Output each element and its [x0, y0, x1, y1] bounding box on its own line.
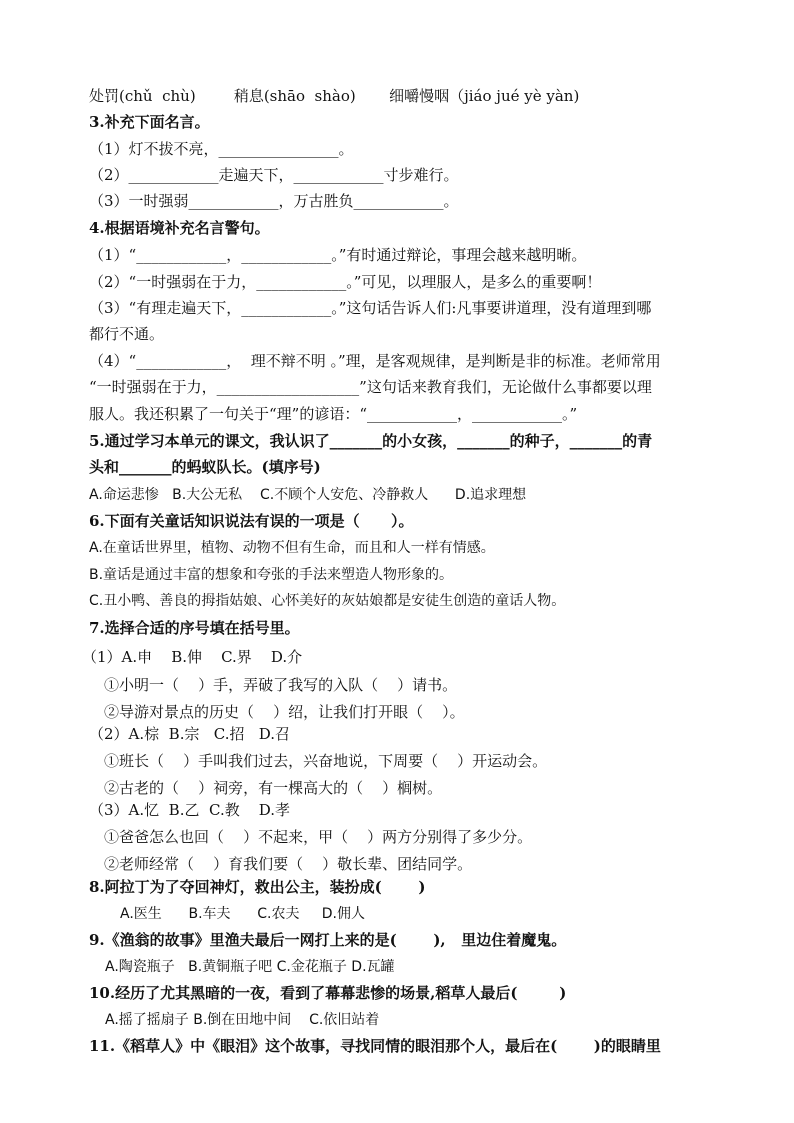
question-7-group-3-item-2: ②老师经常（ ）育我们要（ ）敬长辈、团结同学。	[104, 855, 473, 873]
question-3-item-1: （1）灯不拔不亮，________________。	[89, 140, 354, 158]
question-9-heading: 9.《渔翁的故事》里渔夫最后一网打上来的是( ), 里边住着魔鬼。	[89, 931, 567, 949]
question-4-item-2: （2）“一时强弱在于力，____________。”可见，以理服人，是多么的重要啊！	[89, 273, 602, 291]
question-4-item-3-cont: 都行不通。	[89, 325, 165, 343]
question-6-option-c: C.丑小鸭、善良的拇指姑娘、心怀美好的灰姑娘都是安徒生创造的童话人物。	[89, 593, 566, 609]
question-7-group-2-options: （2）A.棕 B.宗 C.招 D.召	[89, 725, 291, 743]
question-4-item-4: （4）“____________， 理不辩不明 。”理，是客观规律，是判断是非的标准。老师常用	[89, 352, 661, 370]
question-7-group-1-item-2: ②导游对景点的历史（ ）绍，让我们打开眼（ ）。	[104, 703, 465, 721]
question-7-heading: 7.选择合适的序号填在括号里。	[89, 619, 300, 637]
question-3-item-3: （3）一时强弱____________，万古胜负____________。	[89, 192, 459, 210]
pinyin-choice-line: 处罚(chǔ chù) 稍息(shāo shào) 细嚼慢咽（jiáo jué yè yàn)	[89, 87, 580, 105]
question-6-heading: 6.下面有关童话知识说法有误的一项是（ ）。	[89, 512, 414, 530]
question-3-heading: 3.补充下面名言。	[89, 113, 210, 131]
question-7-group-3-options: （3）A.忆 B.乙 C.教 D.孝	[89, 801, 291, 819]
question-7-group-2-item-2: ②古老的（ ）祠旁，有一棵高大的（ ）榈树。	[104, 779, 443, 797]
question-7-group-2-item-1: ①班长（ ）手叫我们过去，兴奋地说，下周要（ ）开运动会。	[104, 752, 548, 770]
question-4-item-3: （3）“有理走遍天下，____________。”这句话告诉人们:凡事要讲道理，没有道理到哪	[89, 299, 652, 317]
question-5-heading-cont: 头和_______的蚂蚁队长。(填序号)	[89, 458, 321, 476]
question-4-heading: 4.根据语境补充名言警句。	[89, 219, 270, 237]
question-8-options: A.医生 B.车夫 C.农夫 D.佣人	[120, 906, 365, 922]
question-7-group-1-options: （1）A.申 B.伸 C.界 D.介	[82, 648, 303, 666]
question-11-heading: 11.《稻草人》中《眼泪》这个故事，寻找同情的眼泪那个人，最后在( )的眼睛里	[89, 1037, 661, 1055]
question-4-item-4-cont-2: 服人。我还积累了一句关于“理”的谚语：“____________，____________。”	[89, 405, 578, 423]
question-10-heading: 10.经历了尤其黑暗的一夜，看到了幕幕悲惨的场景,稻草人最后( )	[89, 984, 567, 1002]
question-7-group-3-item-1: ①爸爸怎么也回（ ）不起来，甲（ ）两方分别得了多少分。	[104, 828, 533, 846]
question-5-heading: 5.通过学习本单元的课文，我认识了_______的小女孩，_______的种子，_______的青	[89, 432, 653, 450]
question-8-heading: 8.阿拉丁为了夺回神灯，救出公主，装扮成( )	[89, 878, 426, 896]
question-9-options: A.陶瓷瓶子 B.黄铜瓶子吧 C.金花瓶子 D.瓦罐	[105, 959, 395, 975]
question-3-item-2: （2）____________走遍天下，____________寸步难行。	[89, 166, 459, 184]
question-6-option-b: B.童话是通过丰富的想象和夸张的手法来塑造人物形象的。	[89, 567, 454, 583]
question-10-options: A.摇了摇扇子 B.倒在田地中间 C.依旧站着	[105, 1012, 380, 1028]
question-6-option-a: A.在童话世界里，植物、动物不但有生命，而且和人一样有情感。	[89, 540, 495, 556]
question-4-item-4-cont-1: “一时强弱在于力，___________________”这句话来教育我们，无论做什么事都要以理	[89, 378, 652, 396]
question-4-item-1: （1）“____________，____________。”有时通过辩论，事理会越来越明晰。	[89, 246, 587, 264]
question-5-options: A.命运悲惨 B.大公无私 C.不顾个人安危、冷静救人 D.追求理想	[89, 487, 527, 503]
question-7-group-1-item-1: ①小明一（ ）手，弄破了我写的入队（ ）请书。	[104, 676, 458, 694]
